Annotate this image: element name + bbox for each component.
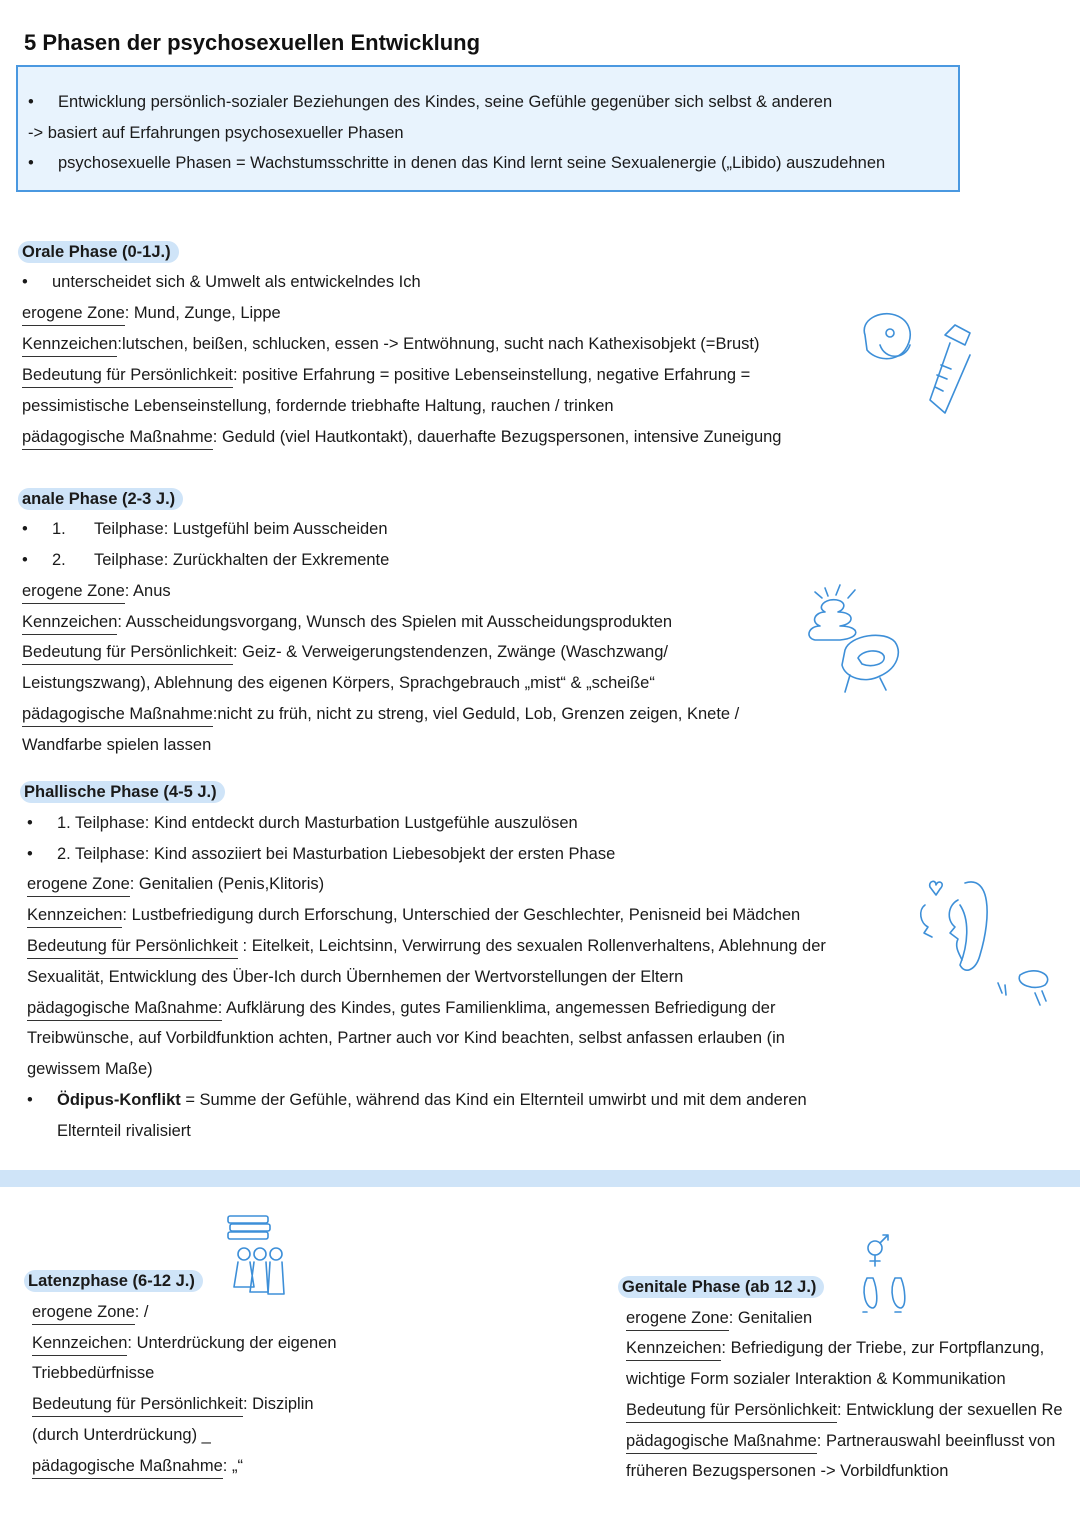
latency-kennzeichen: Kennzeichen: Unterdrückung der eigenen <box>32 1332 337 1354</box>
oral-bedeutung-cont: pessimistische Lebenseinstellung, fordernde triebhafte Haltung, rauchen / trinken <box>22 397 614 415</box>
phallic-heading: Phallische Phase (4-5 J.) <box>20 781 225 803</box>
oedipus-point-cont: Elternteil rivalisiert <box>57 1122 191 1140</box>
oral-massnahme: pädagogische Maßnahme: Geduld (viel Hautkontakt), dauerhafte Bezugspersonen, intensive Zuneigung <box>22 426 781 448</box>
gender-symbol-feet-icon <box>855 1230 925 1315</box>
genital-massnahme: pädagogische Maßnahme: Partnerauswahl beeinflusst von <box>626 1430 1055 1452</box>
phallic-zone: erogene Zone: Genitalien (Penis,Klitoris) <box>27 873 324 895</box>
anal-massnahme-cont: Wandfarbe spielen lassen <box>22 736 212 754</box>
anal-point-1: • 1. Teilphase: Lustgefühl beim Ausscheiden <box>22 520 388 538</box>
genital-zone: erogene Zone: Genitalien <box>626 1307 812 1329</box>
genital-heading: Genitale Phase (ab 12 J.) <box>618 1276 824 1298</box>
potty-icon <box>800 580 910 700</box>
pacifier-bottle-icon <box>855 305 995 425</box>
genital-bedeutung: Bedeutung für Persönlichkeit: Entwicklung der sexuellen Re <box>626 1399 1063 1421</box>
oral-bedeutung: Bedeutung für Persönlichkeit: positive Erfahrung = positive Lebenseinstellung, negative Erfahrung = <box>22 364 750 386</box>
phallic-massnahme-cont-2: gewissem Maße) <box>27 1060 153 1078</box>
oral-point: • unterscheidet sich & Umwelt als entwickelndes Ich <box>22 273 421 291</box>
anal-zone: erogene Zone: Anus <box>22 580 171 602</box>
oral-kennzeichen: Kennzeichen:lutschen, beißen, schlucken, essen -> Entwöhnung, sucht nach Kathexisobjekt (=Brust) <box>22 333 759 355</box>
intro-box <box>16 65 960 192</box>
oral-zone: erogene Zone: Mund, Zunge, Lippe <box>22 302 281 324</box>
intro-line-2: -> basiert auf Erfahrungen psychosexueller Phasen <box>28 124 404 142</box>
section-divider <box>0 1170 1080 1187</box>
phallic-bedeutung-cont: Sexualität, Entwicklung des Über-Ich durch Übernhemen der Wertvorstellungen der Eltern <box>27 968 684 986</box>
latency-heading: Latenzphase (6-12 J.) <box>24 1270 203 1292</box>
genital-kennzeichen: Kennzeichen: Befriedigung der Triebe, zur Fortpflanzung, <box>626 1337 1044 1359</box>
anal-bedeutung-cont: Leistungszwang), Ablehnung des eigenen Körpers, Sprachgebrauch „mist“ & „scheiße“ <box>22 674 655 692</box>
latency-massnahme: pädagogische Maßnahme: „“ <box>32 1455 243 1477</box>
intro-line-1: • Entwicklung persönlich-sozialer Beziehungen des Kindes, seine Gefühle gegenüber sich selbst & anderen <box>28 93 833 111</box>
phallic-kennzeichen: Kennzeichen: Lustbefriedigung durch Erforschung, Unterschied der Geschlechter, Penisneid bei Mädchen <box>27 904 800 926</box>
phallic-bedeutung: Bedeutung für Persönlichkeit : Eitelkeit, Leichtsinn, Verwirrung des sexualen Rollenverhaltens, Ablehnung der <box>27 935 826 957</box>
oral-heading: Orale Phase (0-1J.) <box>18 241 179 263</box>
latency-bedeutung: Bedeutung für Persönlichkeit: Disziplin <box>32 1393 314 1415</box>
phallic-massnahme: pädagogische Maßnahme: Aufklärung des Kindes, gutes Familienklima, angemessen Befriedigung der <box>27 997 775 1019</box>
phallic-point-1: • 1. Teilphase: Kind entdeckt durch Masturbation Lustgefühle auszulösen <box>27 814 578 832</box>
intro-line-3: • psychosexuelle Phasen = Wachstumsschritte in denen das Kind lernt seine Sexualenergie („Libido) auszudehnen <box>28 154 886 172</box>
phallic-massnahme-cont: Treibwünsche, auf Vorbildfunktion achten, Partner auch vor Kind beachten, selbst anfassen erlauben (in <box>27 1029 785 1047</box>
books-children-icon <box>220 1212 295 1302</box>
latency-zone: erogene Zone: / <box>32 1301 149 1323</box>
page-title: 5 Phasen der psychosexuellen Entwicklung <box>24 30 481 55</box>
anal-bedeutung: Bedeutung für Persönlichkeit: Geiz- & Verweigerungstendenzen, Zwänge (Waschzwang/ <box>22 641 668 663</box>
latency-kennzeichen-cont: Triebbedürfnisse <box>32 1364 155 1382</box>
anal-kennzeichen: Kennzeichen: Ausscheidungsvorgang, Wunsch des Spielen mit Ausscheidungsprodukten <box>22 611 672 633</box>
anal-massnahme: pädagogische Maßnahme:nicht zu früh, nicht zu streng, viel Geduld, Lob, Grenzen zeigen, Knete / <box>22 703 739 725</box>
kissing-couple-icon <box>910 875 1060 1015</box>
anal-heading: anale Phase (2-3 J.) <box>18 488 183 510</box>
genital-kennzeichen-cont: wichtige Form sozialer Interaktion & Kommunikation <box>626 1370 1006 1388</box>
phallic-point-2: • 2. Teilphase: Kind assoziiert bei Masturbation Liebesobjekt der ersten Phase <box>27 845 616 863</box>
anal-point-2: • 2. Teilphase: Zurückhalten der Exkremente <box>22 551 390 569</box>
oedipus-point: • Ödipus-Konflikt = Summe der Gefühle, während das Kind ein Elternteil umwirbt und mit dem anderen <box>27 1091 807 1109</box>
genital-massnahme-cont: früheren Bezugspersonen -> Vorbildfunktion <box>626 1462 949 1480</box>
latency-bedeutung-cont: (durch Unterdrückung) _ <box>32 1426 211 1444</box>
